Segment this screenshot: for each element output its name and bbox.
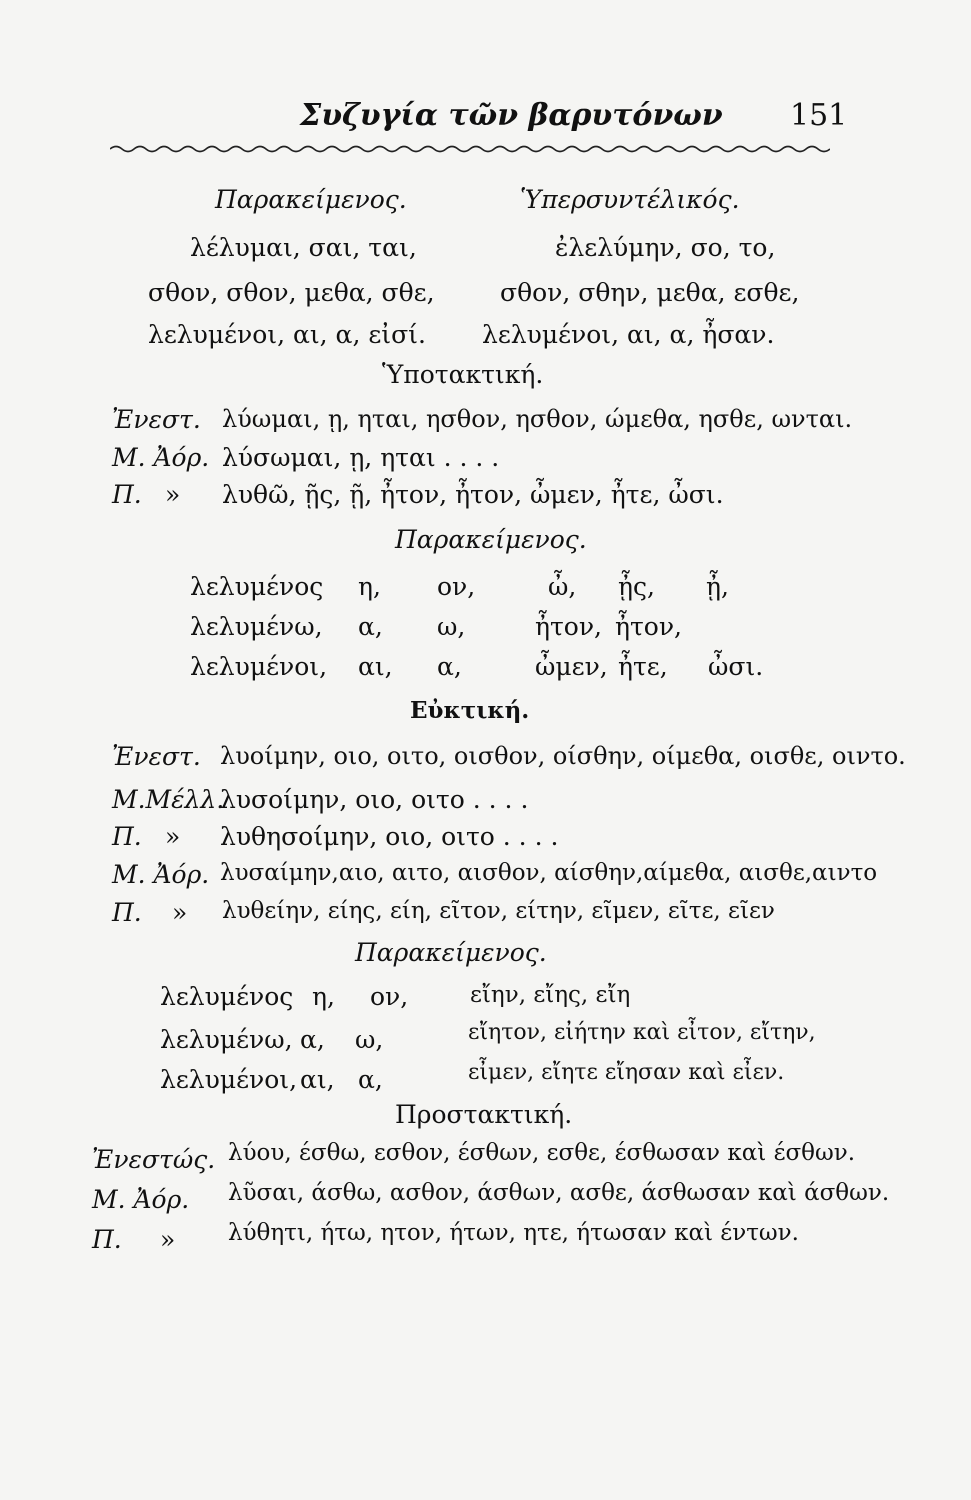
subj-perf-r3-c6: ὦσι. (708, 652, 764, 681)
running-title: Συζυγία τῶν βαρυτόνων (300, 98, 723, 133)
subj-perf-r2-c5: ἦτον, (615, 612, 683, 641)
ditto-mark: » (172, 898, 188, 927)
subj-passive-forms: λυθῶ, ῇς, ῇ, ἦτον, ἦτον, ὦμεν, ἦτε, ὦσι. (222, 480, 724, 509)
opt-passive-future-forms: λυθησοίμην, οιο, οιτο . . . . (220, 822, 559, 851)
subj-label-middle-aorist: Μ. Ἀόρ. (112, 443, 210, 472)
subj-perf-r1-c3: ον, (437, 572, 476, 601)
subj-perfect-heading: Παρακείμενος. (395, 525, 587, 554)
subj-present-forms: λύωμαι, ῃ, ηται, ησθον, ησθον, ώμεθα, ησθε, ωνται. (222, 405, 853, 433)
subj-perf-r3-c5: ἦτε, (618, 652, 668, 681)
subj-perf-r1-c1: λελυμένος (190, 572, 324, 601)
opt-label-present: Ἐνεστ. (112, 742, 201, 771)
perfect-row-2: σθον, σθον, μεθα, σθε, (148, 278, 435, 307)
opt-label-passive-aorist: Π. (112, 898, 142, 927)
pluperfect-row-2: σθον, σθην, μεθα, εσθε, (500, 278, 800, 307)
ditto-mark: » (165, 822, 181, 851)
perfect-heading: Παρακείμενος. (215, 185, 407, 214)
subj-perf-r1-c6: ᾖ, (706, 572, 729, 601)
subj-perf-r2-c1: λελυμένω, (190, 612, 323, 641)
ditto-mark: » (165, 480, 181, 509)
subj-perf-r3-c3: α, (437, 652, 462, 681)
optative-heading: Εὐκτική. (410, 697, 530, 724)
perfect-row-1: λέλυμαι, σαι, ται, (190, 233, 417, 262)
subj-perf-r3-c4: ὦμεν, (535, 652, 608, 681)
pluperfect-row-3: λελυμένοι, αι, α, ἦσαν. (482, 320, 775, 349)
subj-perf-r3-c2: αι, (358, 652, 393, 681)
subj-label-passive: Π. (112, 480, 142, 509)
pluperfect-heading: Ὑπερσυντέλικός. (520, 185, 740, 214)
opt-perf-r2-c4: εἴητον, εἰήτην καὶ εἶτον, εἴτην, (468, 1020, 816, 1045)
opt-perf-r1-c4: εἴην, εἴης, εἴη (470, 982, 631, 1008)
subj-perf-r1-c4: ὦ, (548, 572, 577, 601)
opt-perf-r3-c2: αι, (300, 1065, 335, 1094)
opt-middle-aorist-forms: λυσαίμην,αιο, αιτο, αισθον, αίσθην,αίμεθα, αισθε,αιντο (220, 860, 878, 886)
opt-label-passive-future: Π. (112, 822, 142, 851)
perfect-row-3: λελυμένοι, αι, α, εἰσί. (148, 320, 426, 349)
subj-perf-r2-c4: ἦτον, (535, 612, 603, 641)
opt-perf-r1-c1: λελυμένος (160, 982, 294, 1011)
page-number: 151 (790, 98, 848, 133)
opt-perf-r3-c1: λελυμένοι, (160, 1065, 298, 1094)
subj-perf-r1-c5: ᾖς, (618, 572, 655, 601)
opt-perf-r1-c3: ον, (370, 982, 409, 1011)
imp-present-forms: λύου, έσθω, εσθον, έσθων, εσθε, έσθωσαν καὶ έσθων. (228, 1140, 856, 1166)
opt-perf-r3-c3: α, (358, 1065, 383, 1094)
subjunctive-heading: Ὑποτακτική. (382, 360, 544, 389)
wavy-rule (110, 142, 830, 156)
ditto-mark: » (160, 1225, 176, 1254)
opt-passive-aorist-forms: λυθείην, είης, είη, εῖτον, είτην, εῖμεν, εῖτε, εῖεν (222, 898, 775, 924)
subj-label-present: Ἐνεστ. (112, 405, 201, 434)
imp-middle-aorist-forms: λῦσαι, άσθω, ασθον, άσθων, ασθε, άσθωσαν καὶ άσθων. (228, 1180, 890, 1206)
subj-perf-r2-c2: α, (358, 612, 383, 641)
opt-perf-r2-c1: λελυμένω, (160, 1025, 293, 1054)
opt-label-middle-aorist: Μ. Ἀόρ. (112, 860, 210, 889)
opt-perfect-heading: Παρακείμενος. (355, 938, 547, 967)
imp-label-passive: Π. (92, 1225, 122, 1254)
opt-perf-r2-c3: ω, (355, 1025, 384, 1054)
subj-perf-r1-c2: η, (358, 572, 381, 601)
opt-perf-r3-c4: εἶμεν, εἴητε εἴησαν καὶ εἶεν. (468, 1060, 785, 1085)
subj-perf-r2-c3: ω, (437, 612, 466, 641)
imperative-heading: Προστακτική. (395, 1100, 573, 1129)
opt-present-forms: λυοίμην, οιο, οιτο, οισθον, οίσθην, οίμεθα, οισθε, οιντο. (220, 742, 906, 770)
subj-middle-aorist-forms: λύσωμαι, ῃ, ηται . . . . (222, 443, 500, 472)
subj-perf-r3-c1: λελυμένοι, (190, 652, 328, 681)
opt-perf-r1-c2: η, (312, 982, 335, 1011)
opt-perf-r2-c2: α, (300, 1025, 325, 1054)
pluperfect-row-1: ἐλελύμην, σο, το, (555, 233, 776, 262)
imp-passive-forms: λύθητι, ήτω, ητον, ήτων, ητε, ήτωσαν καὶ έντων. (228, 1220, 799, 1246)
opt-middle-future-forms: λυσοίμην, οιο, οιτο . . . . (220, 785, 529, 814)
imp-label-middle-aorist: Μ. Ἀόρ. (92, 1185, 190, 1214)
opt-label-middle-future: Μ.Μέλλ. (112, 785, 225, 814)
imp-label-present: Ἐνεστώς. (92, 1145, 216, 1174)
